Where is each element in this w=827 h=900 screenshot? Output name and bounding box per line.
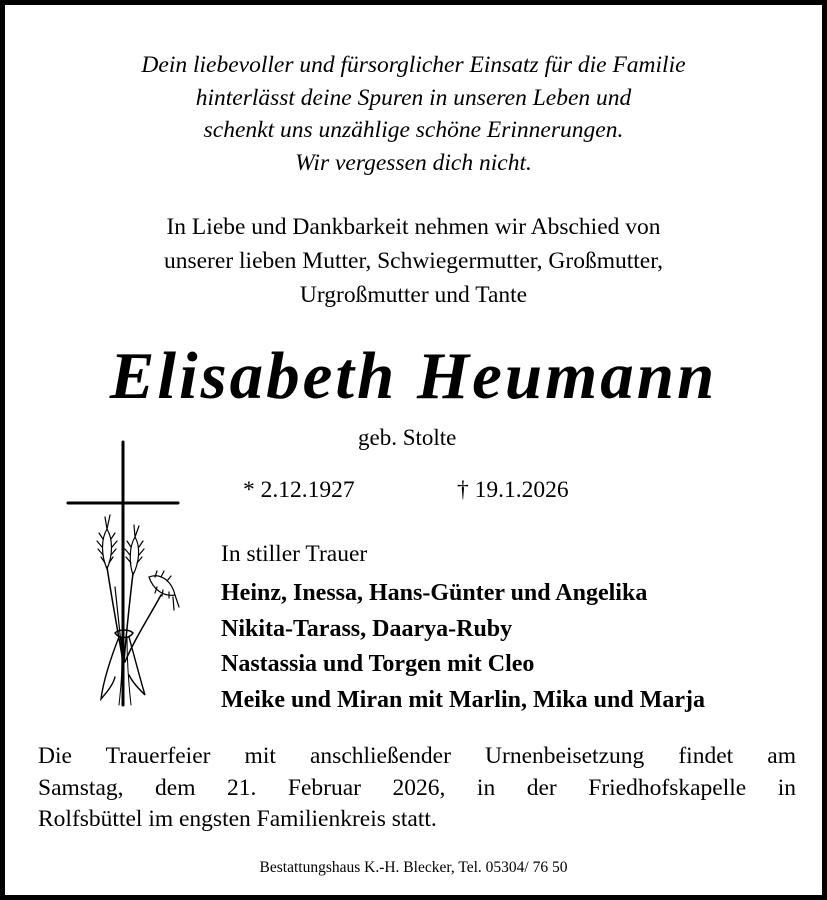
- mourner-line: Nastassia und Torgen mit Cleo: [221, 651, 535, 677]
- mourner-line: Heinz, Inessa, Hans-Günter und Angelika: [221, 580, 648, 606]
- service-line: Rolfsbüttel im engsten Familienkreis statt.: [38, 806, 437, 832]
- death-date: † 19.1.2026: [457, 477, 569, 503]
- mourner-line: Meike und Miran mit Marlin, Mika und Marja: [221, 686, 705, 713]
- farewell-intro: [5, 210, 822, 312]
- deceased-name: Elisabeth Heumann: [109, 339, 718, 413]
- service-line: Die Trauerfeier mit anschließender Urnenbeisetzung findet am: [38, 743, 796, 769]
- service-announcement: [38, 741, 796, 836]
- verse-line: hinterlässt deine Spuren in unseren Leben und: [195, 84, 632, 111]
- intro-line: unserer lieben Mutter, Schwiegermutter, Großmutter,: [163, 248, 663, 274]
- birth-name: geb. Stolte: [358, 425, 457, 450]
- service-line: Samstag, dem 21. Februar 2026, in der Friedhofskapelle in: [38, 774, 796, 801]
- memorial-verse: [5, 49, 822, 179]
- verse-line: schenkt uns unzählige schöne Erinnerungen.: [203, 117, 624, 143]
- mourning-label: In stiller Trauer: [221, 541, 368, 567]
- mourners-list: [221, 576, 705, 718]
- mourner-line: Nikita-Tarass, Daarya-Ruby: [221, 615, 513, 642]
- cross-with-wheat-icon: [63, 437, 183, 712]
- verse-line: Dein liebevoller und fürsorglicher Einsatz für die Familie: [141, 52, 686, 78]
- verse-line: Wir vergessen dich nicht.: [295, 149, 532, 176]
- birth-date: * 2.12.1927: [243, 477, 355, 503]
- intro-line: In Liebe und Dankbarkeit nehmen wir Abschied von: [166, 214, 661, 240]
- funeral-home-contact: Bestattungshaus K.-H. Blecker, Tel. 05304/ 76 50: [259, 859, 568, 876]
- intro-line: Urgroßmutter und Tante: [299, 282, 528, 308]
